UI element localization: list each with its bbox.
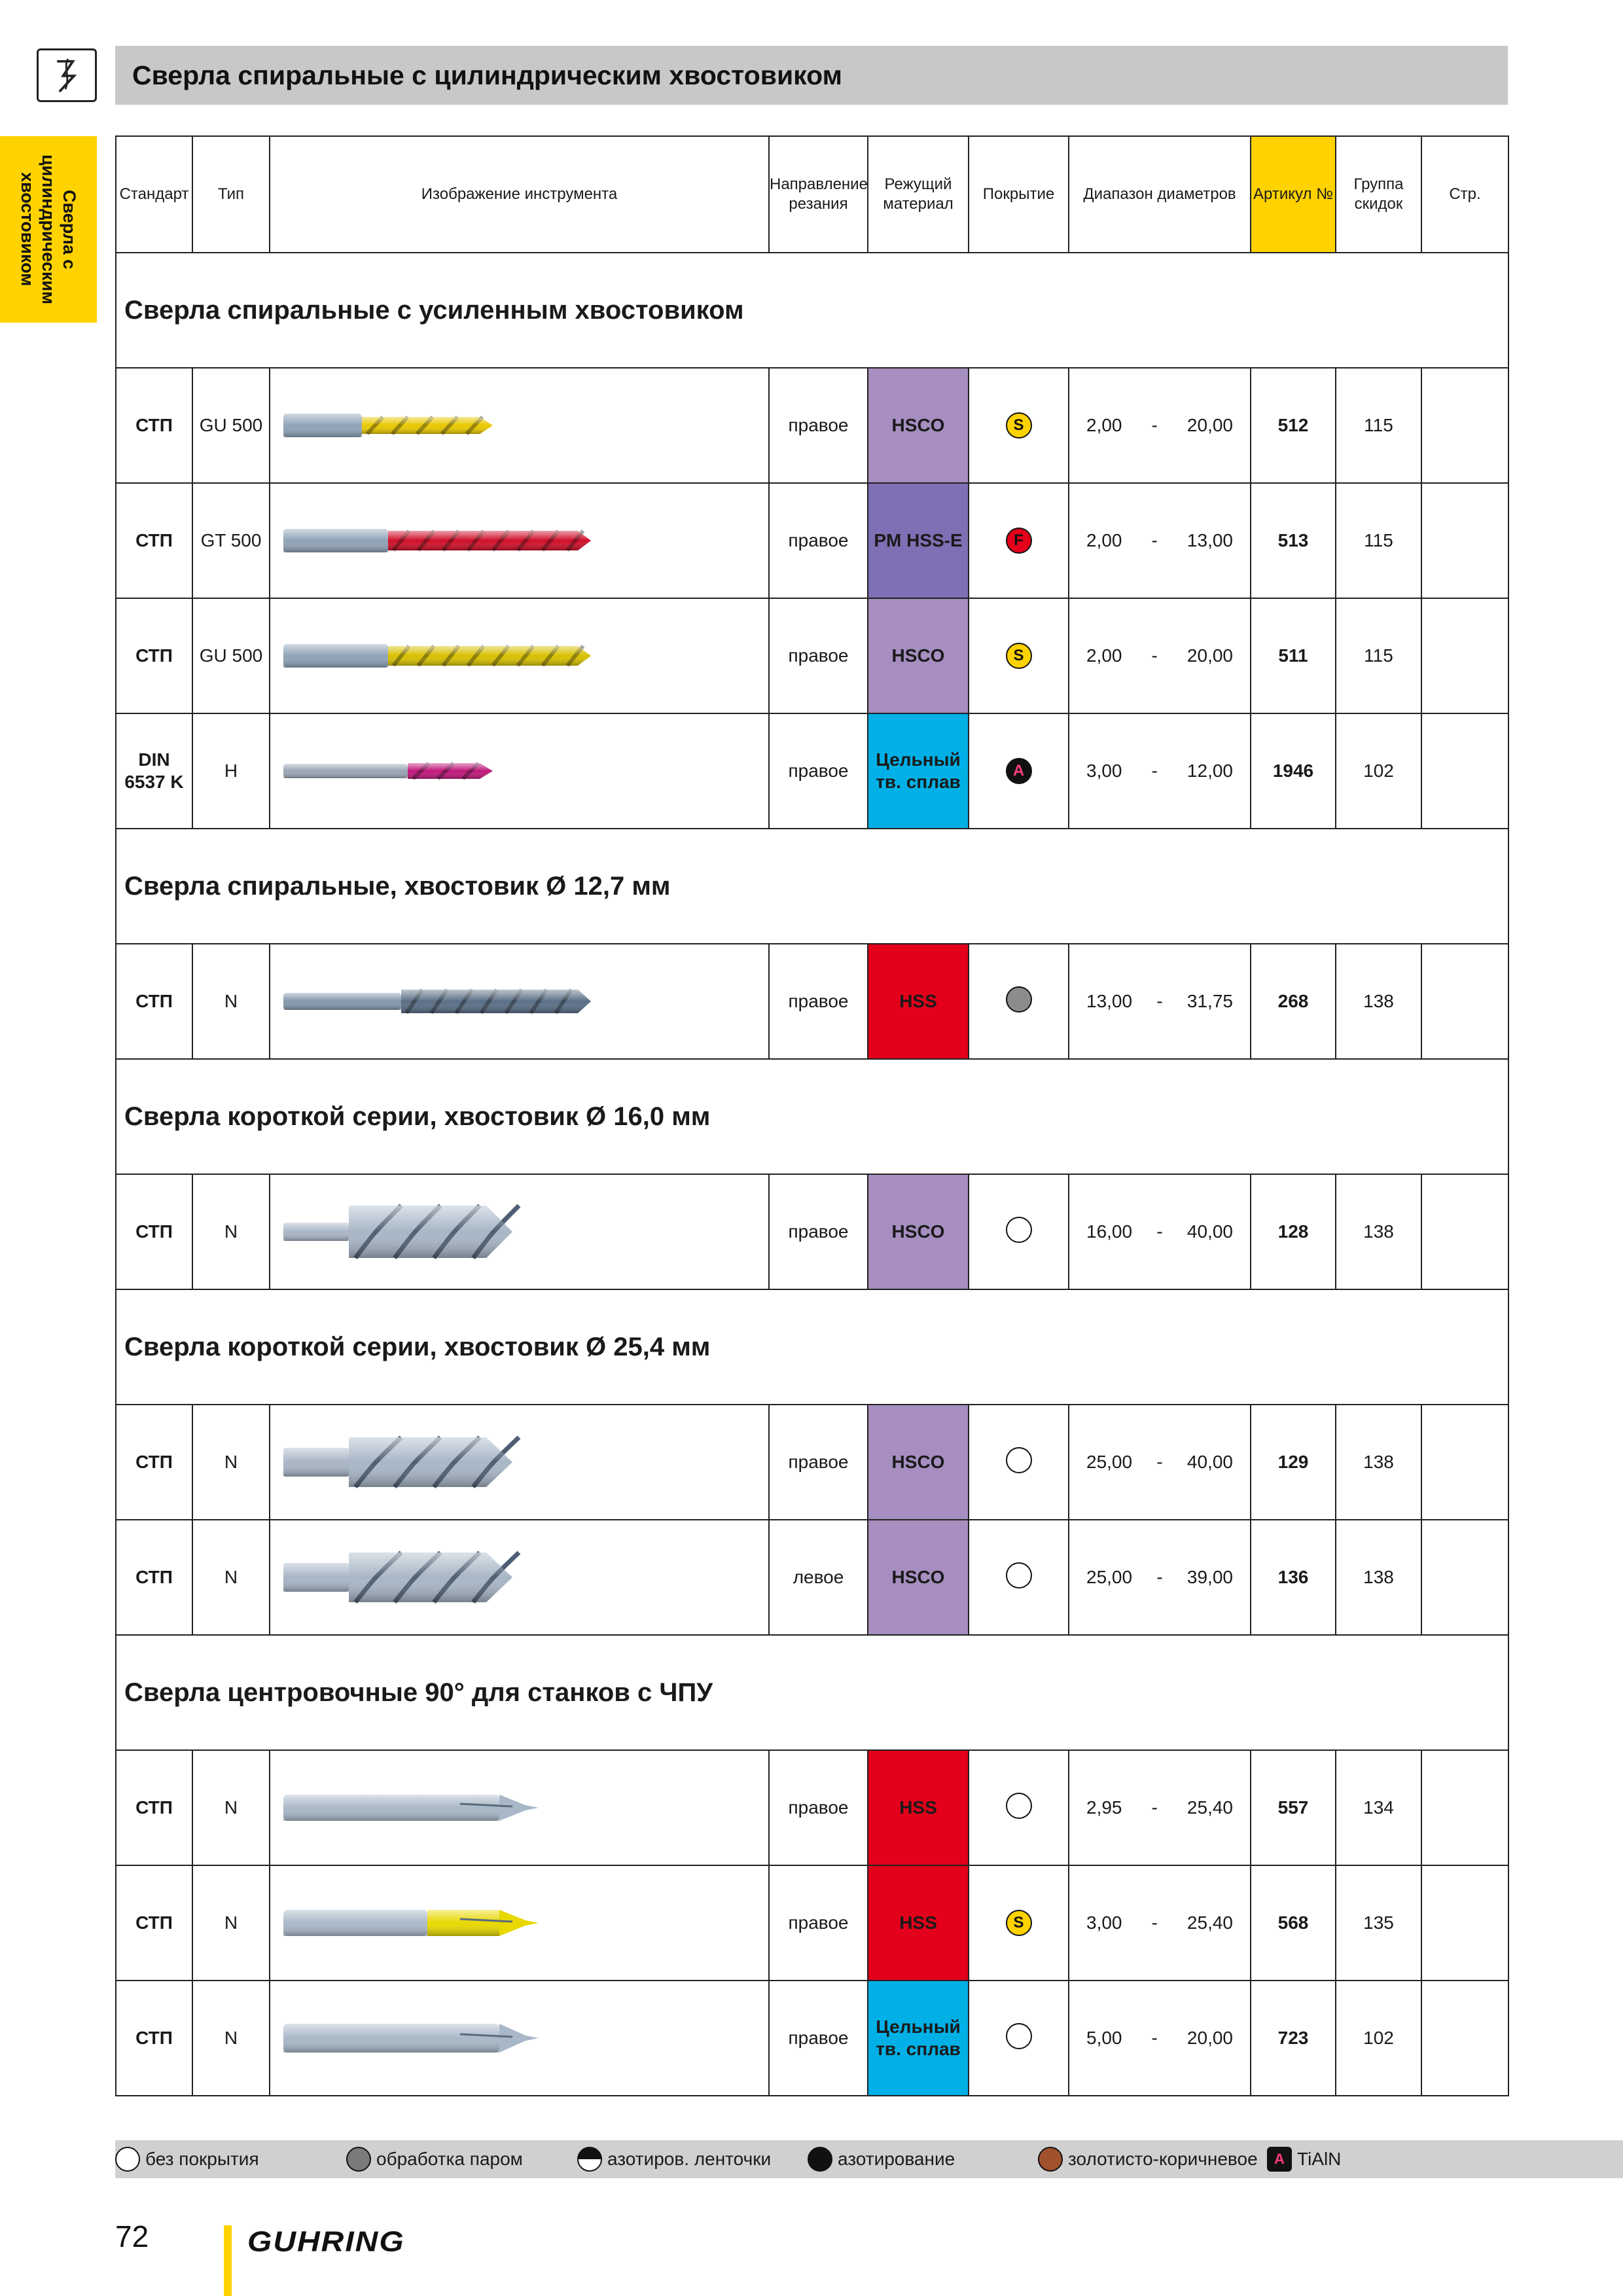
steam-coating-icon bbox=[1006, 986, 1032, 1013]
col-page: Стр. bbox=[1421, 136, 1508, 253]
direction-cell: правое bbox=[769, 368, 868, 483]
side-tab bbox=[0, 136, 97, 323]
section-header-row bbox=[116, 829, 1508, 944]
standard-cell: СТП bbox=[116, 368, 192, 483]
type-cell: N bbox=[192, 1405, 270, 1520]
drill-image bbox=[277, 949, 787, 1054]
section-header-row bbox=[116, 1059, 1508, 1174]
article-link[interactable]: 568 bbox=[1251, 1865, 1336, 1981]
drill-image bbox=[277, 719, 787, 823]
range-min: 2,00 bbox=[1086, 415, 1122, 435]
red-coating-icon: F bbox=[1006, 528, 1032, 554]
discount-cell: 102 bbox=[1336, 1981, 1421, 2096]
steam-gold-coating-icon: S bbox=[1006, 1910, 1032, 1936]
section-title: Сверла спиральные с усиленным хвостовиком bbox=[116, 253, 1508, 368]
coating-cell bbox=[969, 1405, 1069, 1520]
section-header-row bbox=[116, 1289, 1508, 1405]
coating-cell bbox=[969, 1520, 1069, 1635]
legend-label: азотиров. ленточки bbox=[607, 2149, 772, 2169]
material-cell: PM HSS-E bbox=[868, 483, 969, 598]
drill-image bbox=[277, 603, 787, 708]
material-cell: HSCO bbox=[868, 1174, 969, 1289]
type-cell: N bbox=[192, 1520, 270, 1635]
range-cell: 3,00 - 25,40 bbox=[1069, 1865, 1251, 1981]
article-link[interactable]: 1946 bbox=[1251, 713, 1336, 829]
circle-half-icon bbox=[577, 2147, 602, 2172]
circle-empty-icon bbox=[115, 2147, 140, 2172]
discount-cell: 115 bbox=[1336, 483, 1421, 598]
uncoated-icon bbox=[1006, 1447, 1032, 1473]
table-row bbox=[116, 944, 1508, 1059]
image-cell bbox=[270, 944, 769, 1059]
range-max: 39,00 bbox=[1186, 1567, 1233, 1587]
drill-image bbox=[277, 1755, 787, 1860]
direction-cell: правое bbox=[769, 713, 868, 829]
legend-label: без покрытия bbox=[145, 2149, 259, 2169]
material-cell: HSS bbox=[868, 944, 969, 1059]
uncoated-icon bbox=[1006, 1793, 1032, 1819]
article-link[interactable]: 511 bbox=[1251, 598, 1336, 713]
col-standard: Стандарт bbox=[116, 136, 192, 253]
page-cell bbox=[1421, 1520, 1508, 1635]
material-cell: Цельный тв. сплав bbox=[868, 713, 969, 829]
direction-cell: правое bbox=[769, 1981, 868, 2096]
type-cell: H bbox=[192, 713, 270, 829]
uncoated-icon bbox=[1006, 1217, 1032, 1243]
range-min: 25,00 bbox=[1086, 1452, 1133, 1472]
col-discount: Группа скидок bbox=[1336, 136, 1421, 253]
article-link[interactable]: 513 bbox=[1251, 483, 1336, 598]
range-cell: 2,95 - 25,40 bbox=[1069, 1750, 1251, 1865]
brand-logo: GUHRING bbox=[247, 2226, 405, 2258]
col-coating: Покрытие bbox=[969, 136, 1069, 253]
legend-item bbox=[577, 2147, 808, 2172]
table-row bbox=[116, 1750, 1508, 1865]
type-cell: N bbox=[192, 1750, 270, 1865]
coating-cell bbox=[969, 713, 1069, 829]
range-max: 20,00 bbox=[1186, 645, 1233, 666]
direction-cell: правое bbox=[769, 1750, 868, 1865]
page-cell bbox=[1421, 368, 1508, 483]
direction-cell: правое bbox=[769, 598, 868, 713]
range-max: 13,00 bbox=[1186, 530, 1233, 550]
table-row bbox=[116, 1865, 1508, 1981]
coating-cell bbox=[969, 368, 1069, 483]
range-cell: 25,00 - 40,00 bbox=[1069, 1405, 1251, 1520]
material-cell: HSCO bbox=[868, 598, 969, 713]
table-row bbox=[116, 1405, 1508, 1520]
table-header-row bbox=[116, 136, 1508, 253]
image-cell bbox=[270, 368, 769, 483]
article-link[interactable]: 136 bbox=[1251, 1520, 1336, 1635]
article-link[interactable]: 723 bbox=[1251, 1981, 1336, 2096]
standard-cell: СТП bbox=[116, 1174, 192, 1289]
discount-cell: 115 bbox=[1336, 368, 1421, 483]
standard-cell: СТП bbox=[116, 1405, 192, 1520]
table-row bbox=[116, 1520, 1508, 1635]
discount-cell: 138 bbox=[1336, 1405, 1421, 1520]
range-max: 25,40 bbox=[1186, 1797, 1233, 1818]
standard-cell: DIN 6537 K bbox=[116, 713, 192, 829]
type-cell: N bbox=[192, 944, 270, 1059]
range-max: 20,00 bbox=[1186, 2028, 1233, 2048]
col-article: Артикул № bbox=[1251, 136, 1336, 253]
standard-cell: СТП bbox=[116, 598, 192, 713]
table-row bbox=[116, 713, 1508, 829]
circle-brown-icon bbox=[1038, 2147, 1063, 2172]
type-cell: GU 500 bbox=[192, 368, 270, 483]
type-cell: N bbox=[192, 1981, 270, 2096]
standard-cell: СТП bbox=[116, 1750, 192, 1865]
legend-item bbox=[1267, 2147, 1341, 2172]
page-cell bbox=[1421, 1174, 1508, 1289]
drill-image bbox=[277, 1871, 787, 1975]
direction-cell: правое bbox=[769, 944, 868, 1059]
page-cell bbox=[1421, 1981, 1508, 2096]
coating-cell bbox=[969, 483, 1069, 598]
range-cell: 2,00 - 20,00 bbox=[1069, 598, 1251, 713]
range-max: 40,00 bbox=[1186, 1452, 1233, 1472]
steam-gold-coating-icon: S bbox=[1006, 412, 1032, 439]
section-title: Сверла короткой серии, хвостовик Ø 16,0 мм bbox=[116, 1059, 1508, 1174]
section-title: Сверла короткой серии, хвостовик Ø 25,4 мм bbox=[116, 1289, 1508, 1405]
range-cell: 5,00 - 20,00 bbox=[1069, 1981, 1251, 2096]
table-row bbox=[116, 483, 1508, 598]
material-cell: HSS bbox=[868, 1865, 969, 1981]
legend-item bbox=[808, 2147, 1038, 2172]
page-number: 72 bbox=[115, 2219, 149, 2253]
steam-gold-coating-icon: S bbox=[1006, 643, 1032, 669]
direction-cell: правое bbox=[769, 1174, 868, 1289]
image-cell bbox=[270, 598, 769, 713]
drill-image bbox=[277, 488, 787, 593]
coating-cell bbox=[969, 944, 1069, 1059]
legend-label: азотирование bbox=[838, 2149, 955, 2169]
image-cell bbox=[270, 1174, 769, 1289]
page-cell bbox=[1421, 598, 1508, 713]
direction-cell: правое bbox=[769, 483, 868, 598]
range-min: 16,00 bbox=[1086, 1221, 1133, 1242]
standard-cell: СТП bbox=[116, 1865, 192, 1981]
range-max: 25,40 bbox=[1186, 1912, 1233, 1933]
material-cell: HSS bbox=[868, 1750, 969, 1865]
type-cell: GU 500 bbox=[192, 598, 270, 713]
product-table bbox=[115, 135, 1509, 2096]
drill-image bbox=[277, 1986, 787, 2090]
coating-cell bbox=[969, 1865, 1069, 1981]
range-min: 3,00 bbox=[1086, 1912, 1122, 1933]
article-link[interactable]: 512 bbox=[1251, 368, 1336, 483]
coating-legend bbox=[115, 2140, 1623, 2178]
drill-image bbox=[277, 1410, 787, 1515]
discount-cell: 135 bbox=[1336, 1865, 1421, 1981]
range-cell: 13,00 - 31,75 bbox=[1069, 944, 1251, 1059]
standard-cell: СТП bbox=[116, 1981, 192, 2096]
image-cell bbox=[270, 1981, 769, 2096]
discount-cell: 134 bbox=[1336, 1750, 1421, 1865]
page-cell bbox=[1421, 713, 1508, 829]
circle-black-icon bbox=[808, 2147, 832, 2172]
range-max: 31,75 bbox=[1186, 991, 1233, 1011]
page-cell bbox=[1421, 1750, 1508, 1865]
coating-cell bbox=[969, 598, 1069, 713]
image-cell bbox=[270, 483, 769, 598]
direction-cell: левое bbox=[769, 1520, 868, 1635]
page-cell bbox=[1421, 483, 1508, 598]
discount-cell: 138 bbox=[1336, 1520, 1421, 1635]
tialn-icon: A bbox=[1267, 2147, 1292, 2172]
legend-label: золотисто-коричневое bbox=[1068, 2149, 1258, 2169]
uncoated-icon bbox=[1006, 1562, 1032, 1588]
legend-label: обработка паром bbox=[376, 2149, 523, 2169]
range-min: 2,00 bbox=[1086, 645, 1122, 666]
range-min: 3,00 bbox=[1086, 761, 1122, 781]
legend-label: TiAlN bbox=[1297, 2149, 1342, 2169]
range-max: 40,00 bbox=[1186, 1221, 1233, 1242]
page-cell bbox=[1421, 1405, 1508, 1520]
range-max: 12,00 bbox=[1186, 761, 1233, 781]
section-title: Сверла спиральные, хвостовик Ø 12,7 мм bbox=[116, 829, 1508, 944]
page-cell bbox=[1421, 1865, 1508, 1981]
article-link[interactable]: 129 bbox=[1251, 1405, 1336, 1520]
image-cell bbox=[270, 1520, 769, 1635]
table-row bbox=[116, 1174, 1508, 1289]
range-min: 2,95 bbox=[1086, 1797, 1122, 1818]
article-link[interactable]: 128 bbox=[1251, 1174, 1336, 1289]
range-min: 5,00 bbox=[1086, 2028, 1122, 2048]
coating-cell bbox=[969, 1981, 1069, 2096]
footer-accent-bar bbox=[224, 2225, 232, 2296]
image-cell bbox=[270, 1405, 769, 1520]
page-cell bbox=[1421, 944, 1508, 1059]
col-image: Изображение инструмента bbox=[270, 136, 769, 253]
table-row bbox=[116, 598, 1508, 713]
range-cell: 16,00 - 40,00 bbox=[1069, 1174, 1251, 1289]
section-header-row bbox=[116, 253, 1508, 368]
circle-gray-icon bbox=[346, 2147, 371, 2172]
discount-cell: 102 bbox=[1336, 713, 1421, 829]
drill-image bbox=[277, 373, 787, 478]
type-cell: N bbox=[192, 1865, 270, 1981]
discount-cell: 138 bbox=[1336, 944, 1421, 1059]
tialn-coating-icon: A bbox=[1006, 758, 1032, 784]
material-cell: HSCO bbox=[868, 368, 969, 483]
type-cell: N bbox=[192, 1174, 270, 1289]
range-min: 13,00 bbox=[1086, 991, 1133, 1011]
image-cell bbox=[270, 713, 769, 829]
legend-item bbox=[346, 2147, 577, 2172]
table-row bbox=[116, 1981, 1508, 2096]
image-cell bbox=[270, 1750, 769, 1865]
standard-cell: СТП bbox=[116, 483, 192, 598]
col-type: Тип bbox=[192, 136, 270, 253]
legend-item bbox=[115, 2147, 346, 2172]
article-link[interactable]: 557 bbox=[1251, 1750, 1336, 1865]
range-cell: 3,00 - 12,00 bbox=[1069, 713, 1251, 829]
side-tab-label: Сверла с цилиндрическим хвостовиком bbox=[18, 154, 79, 304]
range-cell: 25,00 - 39,00 bbox=[1069, 1520, 1251, 1635]
discount-cell: 138 bbox=[1336, 1174, 1421, 1289]
range-min: 25,00 bbox=[1086, 1567, 1133, 1587]
range-min: 2,00 bbox=[1086, 530, 1122, 550]
uncoated-icon bbox=[1006, 2023, 1032, 2049]
material-cell: HSCO bbox=[868, 1520, 969, 1635]
section-title: Сверла центровочные 90° для станков с ЧПУ bbox=[116, 1635, 1508, 1750]
page-title-bar bbox=[115, 46, 1508, 105]
catalog-logo-icon bbox=[37, 48, 97, 102]
drill-image bbox=[277, 1525, 787, 1630]
range-cell: 2,00 - 13,00 bbox=[1069, 483, 1251, 598]
range-max: 20,00 bbox=[1186, 415, 1233, 435]
standard-cell: СТП bbox=[116, 944, 192, 1059]
legend-item bbox=[1038, 2147, 1267, 2172]
material-cell: HSCO bbox=[868, 1405, 969, 1520]
standard-cell: СТП bbox=[116, 1520, 192, 1635]
direction-cell: правое bbox=[769, 1865, 868, 1981]
col-direction: Направление резания bbox=[769, 136, 868, 253]
type-cell: GT 500 bbox=[192, 483, 270, 598]
discount-cell: 115 bbox=[1336, 598, 1421, 713]
coating-cell bbox=[969, 1750, 1069, 1865]
coating-cell bbox=[969, 1174, 1069, 1289]
range-cell: 2,00 - 20,00 bbox=[1069, 368, 1251, 483]
col-range: Диапазон диаметров bbox=[1069, 136, 1251, 253]
direction-cell: правое bbox=[769, 1405, 868, 1520]
image-cell bbox=[270, 1865, 769, 1981]
drill-image bbox=[277, 1179, 787, 1284]
material-cell: Цельный тв. сплав bbox=[868, 1981, 969, 2096]
table-row bbox=[116, 368, 1508, 483]
section-header-row bbox=[116, 1635, 1508, 1750]
page-title: Сверла спиральные с цилиндрическим хвостовиком bbox=[132, 60, 842, 90]
article-link[interactable]: 268 bbox=[1251, 944, 1336, 1059]
col-material: Режущий материал bbox=[868, 136, 969, 253]
